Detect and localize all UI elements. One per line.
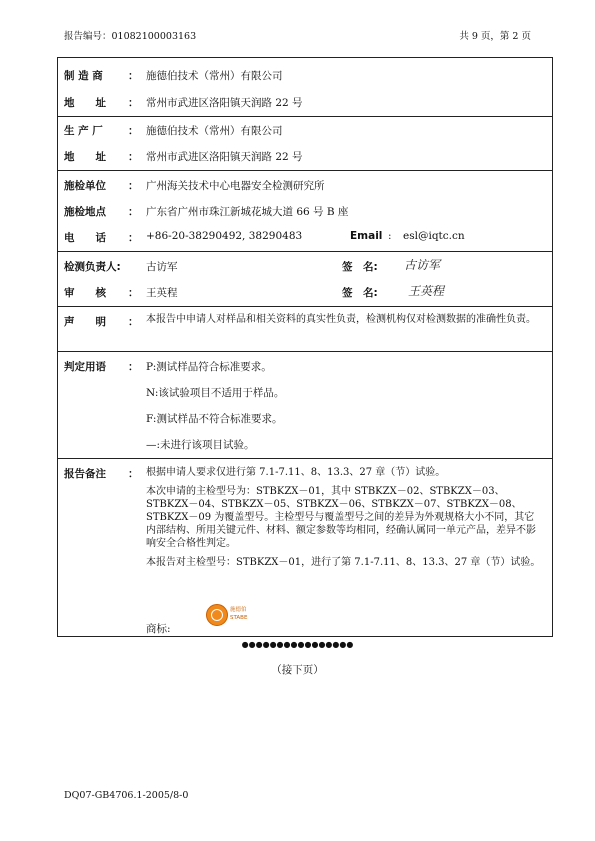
- phone-label: 电 话: [64, 232, 106, 244]
- statement-label: 声 明: [64, 316, 106, 328]
- email-label: Email: [350, 230, 383, 242]
- reviewer: 王英程: [146, 287, 178, 299]
- manufacturer-name: 施德伯技术（常州）有限公司: [146, 70, 283, 82]
- trademark-en: STABE: [230, 615, 248, 621]
- report-number: 报告编号：01082100003163: [64, 31, 197, 42]
- manufacturer-address: 常州市武进区洛阳镇天润路 22 号: [146, 97, 303, 109]
- verdict-item: N:该试验项目不适用于样品。: [146, 387, 285, 399]
- colon: ：: [128, 180, 139, 192]
- statement-text: 本报告中申请人对样品和相关资料的真实性负责，检测机构仅对检测数据的准确性负责。: [146, 314, 536, 325]
- factory-address: 常州市武进区洛阳镇天润路 22 号: [146, 151, 303, 163]
- colon: :: [388, 230, 392, 242]
- remarks-label: 报告备注: [64, 468, 106, 480]
- factory-section: [58, 116, 552, 171]
- test-site: 广东省广州市珠江新城花城大道 66 号 B 座: [146, 206, 349, 218]
- continued-note: （接下页）: [271, 664, 324, 676]
- page-indicator: 共 9 页，第 2 页: [459, 31, 531, 42]
- personnel-section: [58, 251, 552, 307]
- factory-name: 施德伯技术（常州）有限公司: [146, 125, 283, 137]
- trademark-logo: [206, 604, 266, 628]
- colon: ：: [128, 125, 139, 137]
- trademark-cn: 施德伯: [230, 607, 247, 613]
- colon: ：: [128, 287, 139, 299]
- verdict-section: [58, 351, 552, 459]
- factory-address-label: 地 址: [64, 151, 106, 163]
- reviewer-label: 审 核: [64, 287, 106, 299]
- test-site-label: 施检地点: [64, 206, 106, 218]
- colon: ：: [128, 151, 139, 163]
- colon: ：: [128, 361, 139, 373]
- remarks-paragraph-1: 根据申请人要求仅进行第 7.1-7.11、8、13.3、27 章（节）试验。: [146, 467, 446, 478]
- test-unit-label: 施检单位: [64, 180, 106, 192]
- remarks-paragraph-2: 本次申请的主检型号为：STBKZX－01，其中 STBKZX－02、STBKZX－03、STBKZX－04、STBKZX－05、STBKZX－06、STBKZX－07、STBKZX－08、STBKZX－09 为覆盖型号。主检型号与覆盖型号之间的差异为外观规格大小不同，其它内部结构、所用关键元件、材料、额定参数等均相同，经确认属同一单元产品，差异不影响安全合格性判定。: [146, 486, 536, 549]
- colon: ：: [128, 206, 139, 218]
- remarks-paragraph-3: 本报告对主检型号：STBKZX－01，进行了第 7.1-7.11、8、13.3、27 章（节）试验。: [146, 557, 541, 568]
- colon: ：: [128, 232, 139, 244]
- email-address: esl@iqtc.cn: [403, 230, 465, 242]
- info-table: [57, 57, 553, 637]
- remarks-section: [58, 458, 552, 637]
- statement-section: [58, 306, 552, 352]
- factory-label: 生 产 厂: [64, 125, 103, 137]
- manufacturer-section: [58, 58, 552, 116]
- verdict-item: P:测试样品符合标准要求。: [146, 361, 272, 373]
- leader-signature: 古访军: [404, 258, 441, 272]
- test-leader-label: 检测负责人:: [64, 261, 121, 273]
- verdict-label: 判定用语: [64, 361, 106, 373]
- colon: ：: [128, 316, 139, 328]
- verdict-item: —:未进行该项目试验。: [146, 439, 255, 451]
- test-leader: 古访军: [146, 261, 178, 273]
- colon: ：: [128, 97, 139, 109]
- separator-dots: ●●●●●●●●●●●●●●●●: [241, 640, 354, 649]
- phone-number: +86-20-38290492, 38290483: [146, 230, 303, 242]
- lab-section: [58, 170, 552, 252]
- signature-label: 签 名:: [342, 261, 378, 273]
- signature-label: 签 名:: [342, 287, 378, 299]
- colon: ：: [128, 468, 139, 480]
- document-code: DQ07-GB4706.1-2005/8-0: [64, 790, 189, 801]
- reviewer-signature: 王英程: [408, 284, 445, 298]
- verdict-item: F:测试样品不符合标准要求。: [146, 413, 283, 425]
- manufacturer-label: 制 造 商: [64, 70, 103, 82]
- test-unit: 广州海关技术中心电器安全检测研究所: [146, 180, 325, 192]
- manufacturer-address-label: 地 址: [64, 97, 106, 109]
- trademark-label: 商标:: [146, 623, 171, 635]
- colon: ：: [128, 70, 139, 82]
- trademark-emblem-icon: [206, 604, 228, 626]
